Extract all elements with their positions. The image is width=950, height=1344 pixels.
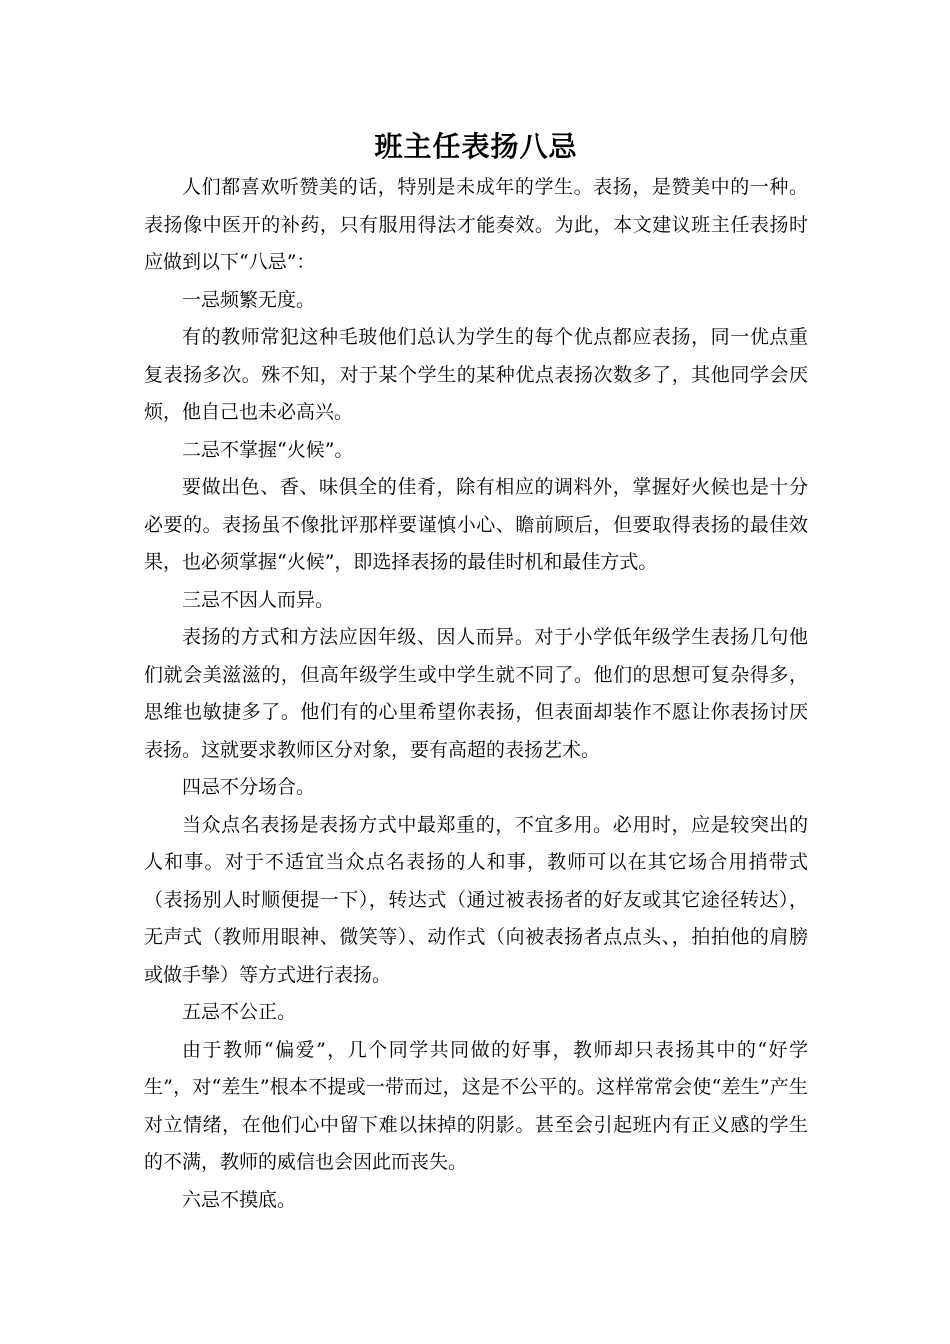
section-body-2: 要做出色、香、味俱全的佳肴，除有相应的调料外，掌握好火候也是十分必要的。表扬虽不像批评那样要谨慎小心、瞻前顾后，但要取得表扬的最佳效果，也必须掌握“火候”，即选择表扬的最佳时机和最佳方式。 [144,476,808,573]
section-body-3: 表扬的方式和方法应因年级、因人而异。对于小学低年级学生表扬几句他们就会美滋滋的，但高年级学生或中学生就不同了。他们的思想可复杂得多，思维也敏捷多了。他们有的心里希望你表扬，但表面却装作不愿让你表扬讨厌表扬。这就要求教师区分对象，要有高超的表扬艺术。 [144,626,808,761]
section-body-5: 由于教师“偏爱”，几个同学共同做的好事，教师却只表扬其中的“好学生”，对“差生”根本不提或一带而过，这是不公平的。这样常常会使“差生”产生对立情绪，在他们心中留下难以抹掉的阴影。甚至会引起班内有正义感的学生的不满，教师的威信也会因此而丧失。 [144,1038,808,1173]
section-heading-6: 六忌不摸底。 [182,1188,297,1211]
document-page [144,127,808,1219]
section-heading-4: 四忌不分场合。 [182,776,316,798]
intro-paragraph: 人们都喜欢听赞美的话，特别是未成年的学生。表扬，是赞美中的一种。表扬像中医开的补药，只有服用得法才能奏效。为此，本文建议班主任表扬时应做到以下“八忌”： [144,176,808,273]
section-body-4: 当众点名表扬是表扬方式中最郑重的，不宜多用。必用时，应是较突出的人和事。对于不适宜当众点名表扬的人和事，教师可以在其它场合用捎带式（表扬别人时顺便提一下），转达式（通过被表扬者的好友或其它途径转达），无声式（教师用眼神、微笑等）、动作式（向被表扬者点点头、，拍拍他的肩膀或做手挚）等方式进行表扬。 [144,813,808,986]
section-heading-1: 一忌频繁无度。 [182,288,316,311]
section-heading-2: 二忌不掌握“火候”。 [182,438,354,461]
section-heading-3: 三忌不因人而异。 [182,588,335,611]
document-title: 班主任表扬八忌 [374,130,578,163]
section-body-1: 有的教师常犯这种毛玻他们总认为学生的每个优点都应表扬，同一优点重复表扬多次。殊不知，对于某个学生的某种优点表扬次数多了，其他同学会厌烦，他自己也未必高兴。 [144,326,808,423]
section-heading-5: 五忌不公正。 [182,1001,297,1023]
